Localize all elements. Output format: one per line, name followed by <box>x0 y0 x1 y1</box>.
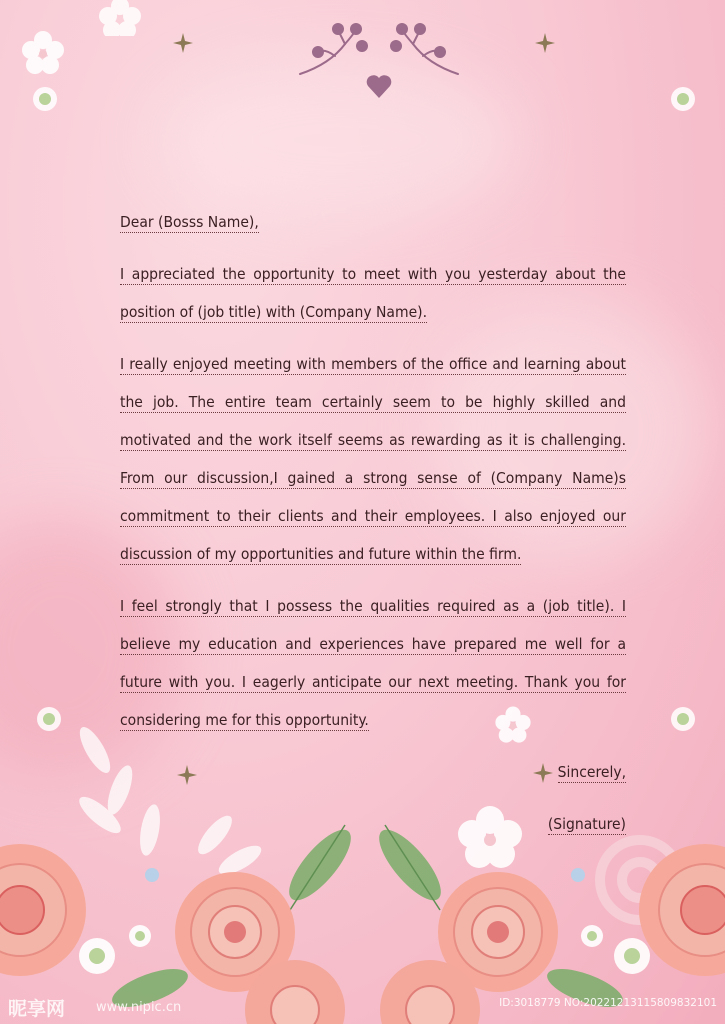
closing: Sincerely, <box>557 763 626 781</box>
paragraph-line: From our discussion,I gained a strong sense of (Company Name)s <box>120 469 626 487</box>
sparkle-icon <box>534 32 556 54</box>
paragraph-line: discussion of my opportunities and future within the firm. <box>120 545 522 563</box>
closing-line <box>120 758 626 796</box>
paragraph-line: considering me for this opportunity. <box>120 711 369 729</box>
paragraph-line: future with you. I eagerly anticipate our next meeting. Thank you for <box>120 673 626 691</box>
paragraph-2 <box>120 350 626 578</box>
paragraph-line: I really enjoyed meeting with members of the office and learning about <box>120 355 626 373</box>
signature: (Signature) <box>547 815 626 833</box>
greeting: Dear (Bosss Name), <box>120 213 259 231</box>
letter-body <box>120 208 626 848</box>
paragraph-3 <box>120 592 626 744</box>
paragraph-line: motivated and the work itself seems as rewarding as it is challenging. <box>120 431 626 449</box>
watermark-id: ID:3018779 NO:20221213115809832101 <box>499 997 717 1009</box>
daisy-icon <box>668 84 698 114</box>
greeting-line <box>120 208 626 246</box>
top-branch-ornament <box>290 16 470 106</box>
paragraph-line: the job. The entire team certainly seem to be highly skilled and <box>120 393 626 411</box>
paragraph-line: position of (job title) with (Company Name). <box>120 303 428 321</box>
watermark-brand: 昵享网 <box>8 998 66 1020</box>
paragraph-line: I appreciated the opportunity to meet with you yesterday about the <box>120 265 626 283</box>
signature-line <box>120 810 626 848</box>
white-flower-icon <box>18 28 68 78</box>
daisy-icon <box>30 84 60 114</box>
paragraph-line: believe my education and experiences have prepared me well for a <box>120 635 626 653</box>
paragraph-line: commitment to their clients and their employees. I also enjoyed our <box>120 507 626 525</box>
paragraph-1 <box>120 260 626 336</box>
white-flower-icon <box>95 0 145 36</box>
watermark-url: www.nipic.cn <box>96 1000 182 1015</box>
paragraph-line: I feel strongly that I possess the qualities required as a (job title). I <box>120 597 626 615</box>
sparkle-icon <box>172 32 194 54</box>
heart-icon <box>367 75 392 98</box>
